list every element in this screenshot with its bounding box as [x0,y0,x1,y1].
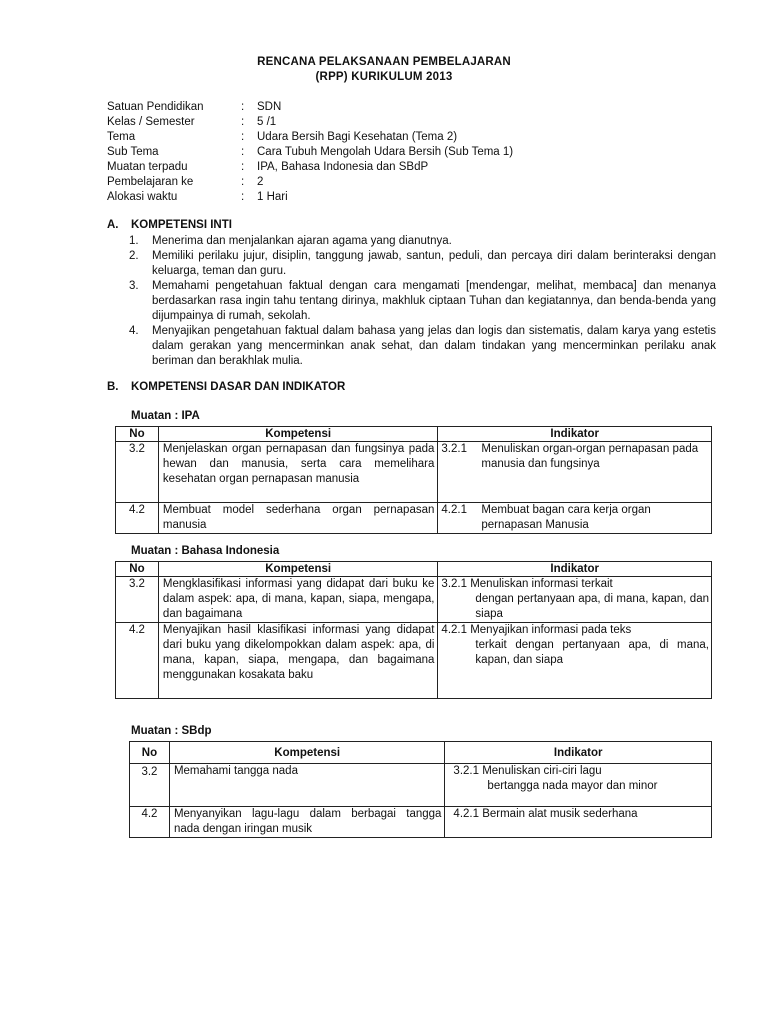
identity-row [107,115,667,130]
col-no-header: No [116,427,159,442]
section-title: KOMPETENSI DASAR DAN INDIKATOR [131,381,346,393]
ki-number: 2. [129,250,139,262]
row-indikator [438,503,712,534]
table-row [130,807,712,838]
col-indikator-header: Indikator [438,427,712,442]
col-kompetensi-header: Kompetensi [158,427,437,442]
table-row [116,577,712,623]
row-indikator [445,764,712,807]
indikator-first-line: 3.2.1 Menuliskan ciri-ciri lagu [453,765,602,777]
identity-value: 1 Hari [257,191,288,203]
table-row [116,623,712,699]
row-kompetensi: Menyanyikan lagu-lagu dalam berbagai tangga nada dengan iringan musik [169,807,444,838]
ki-text: Menerima dan menjalankan ajaran agama yang dianutnya. [152,235,452,247]
table-header-row [116,427,712,442]
identity-value: Udara Bersih Bagi Kesehatan (Tema 2) [257,131,458,143]
row-no: 4.2 [116,503,159,534]
document-title-line2: (RPP) KURIKULUM 2013 [315,71,453,83]
table-header-row [116,562,712,577]
table-row [116,503,712,534]
identity-label: Satuan Pendidikan [107,101,204,113]
ki-text: Memiliki perilaku jujur, disiplin, tanggung jawab, santun, peduli, dan percaya diri dalam berinteraksi dengan keluarga, teman dan guru. [152,250,716,277]
indikator-first-line: 3.2.1 Menuliskan informasi terkait [441,578,613,590]
indikator-first-line: 4.2.1 Bermain alat musik sederhana [453,808,638,820]
identity-colon: : [241,101,245,113]
sbdp-table [129,741,712,838]
ki-number: 3. [129,280,139,292]
indikator-continuation: terkait dengan pertanyaan apa, di mana, kapan, dan siapa [475,639,709,666]
identity-colon: : [241,191,245,203]
identity-label: Pembelajaran ke [107,176,194,188]
row-indikator [438,623,712,699]
indikator-first-line: 4.2.1 Menyajikan informasi pada teks [441,624,632,636]
row-indikator [438,442,712,503]
row-indikator [445,807,712,838]
identity-value: 2 [257,176,264,188]
indikator-code: 4.2.1 [441,504,467,516]
col-indikator-header: Indikator [438,562,712,577]
indikator-continuation: dengan pertanyaan apa, di mana, kapan, dan siapa [475,593,709,620]
section-title: KOMPETENSI INTI [131,219,232,231]
identity-value: SDN [257,101,282,113]
col-no-header: No [116,562,159,577]
indikator-code: 3.2.1 [441,443,467,455]
ki-text: Menyajikan pengetahuan faktual dalam bahasa yang jelas dan logis dan sistematis, dalam karya yang estetis dalam gerakan yang mencerminkan anak sehat, dan dalam tindakan yang mencerminkan perilaku anak beriman dan berakhlak mulia. [152,325,716,367]
row-kompetensi: Membuat model sederhana organ pernapasan manusia [158,503,437,534]
identity-value: IPA, Bahasa Indonesia dan SBdP [257,161,429,173]
identity-colon: : [241,176,245,188]
muatan-ipa-heading: Muatan : IPA [131,410,200,422]
indikator-text: Membuat bagan cara kerja organ pernapasan Manusia [481,504,651,531]
identity-row [107,175,667,190]
identity-colon: : [241,161,245,173]
indikator-wrap [441,442,709,472]
document-title-line1: RENCANA PELAKSANAAN PEMBELAJARAN [257,56,511,68]
identity-label: Tema [107,131,136,143]
row-no: 3.2 [130,764,170,807]
col-kompetensi-header: Kompetensi [169,742,444,764]
identity-value: 5 /1 [257,116,277,128]
identity-row [107,130,667,145]
indikator-text: Menuliskan organ-organ pernapasan pada manusia dan fungsinya [481,443,699,470]
identity-row [107,160,667,175]
identity-colon: : [241,146,245,158]
identity-label: Sub Tema [107,146,159,158]
indikator-wrap [441,503,709,533]
row-indikator [438,577,712,623]
identity-row [107,190,667,205]
muatan-bindo-heading: Muatan : Bahasa Indonesia [131,545,280,557]
bindo-table [115,561,712,699]
row-kompetensi: Memahami tangga nada [169,764,444,807]
identity-row [107,100,667,115]
identity-label: Alokasi waktu [107,191,178,203]
identity-row [107,145,667,160]
table-row [116,442,712,503]
row-no: 3.2 [116,577,159,623]
section-letter: B. [107,381,119,393]
row-no: 4.2 [130,807,170,838]
muatan-sbdp-heading: Muatan : SBdp [131,725,212,737]
section-letter: A. [107,219,119,231]
ki-text: Memahami pengetahuan faktual dengan cara mengamati [mendengar, melihat, membaca] dan menanya berdasarkan rasa ingin tahu tentang dirinya, makhluk ciptaan Tuhan dan kegiatannya, dan benda-benda yang dijumpainya di rumah, sekolah. [152,280,716,322]
ipa-table [115,426,712,534]
identity-colon: : [241,116,245,128]
table-row [130,764,712,807]
ki-number: 1. [129,235,139,247]
row-no: 3.2 [116,442,159,503]
col-no-header: No [130,742,170,764]
identity-label: Kelas / Semester [107,116,195,128]
row-kompetensi: Mengklasifikasi informasi yang didapat dari buku ke dalam aspek: apa, di mana, kapan, siapa, mengapa, dan bagaimana [158,577,438,623]
identity-label: Muatan terpadu [107,161,188,173]
identity-colon: : [241,131,245,143]
col-kompetensi-header: Kompetensi [158,562,438,577]
table-header-row [130,742,712,764]
row-no: 4.2 [116,623,159,699]
col-indikator-header: Indikator [445,742,712,764]
row-kompetensi: Menjelaskan organ pernapasan dan fungsinya pada hewan dan manusia, serta cara memelihara kesehatan organ pernapasan manusia [158,442,437,503]
ki-number: 4. [129,325,139,337]
identity-value: Cara Tubuh Mengolah Udara Bersih (Sub Tema 1) [257,146,514,158]
row-kompetensi: Menyajikan hasil klasifikasi informasi yang didapat dari buku yang dikelompokkan dalam aspek: apa, di mana, kapan, siapa, mengapa, dan bagaimana menggunakan kosakata baku [158,623,438,699]
indikator-continuation: bertangga nada mayor dan minor [487,780,658,792]
